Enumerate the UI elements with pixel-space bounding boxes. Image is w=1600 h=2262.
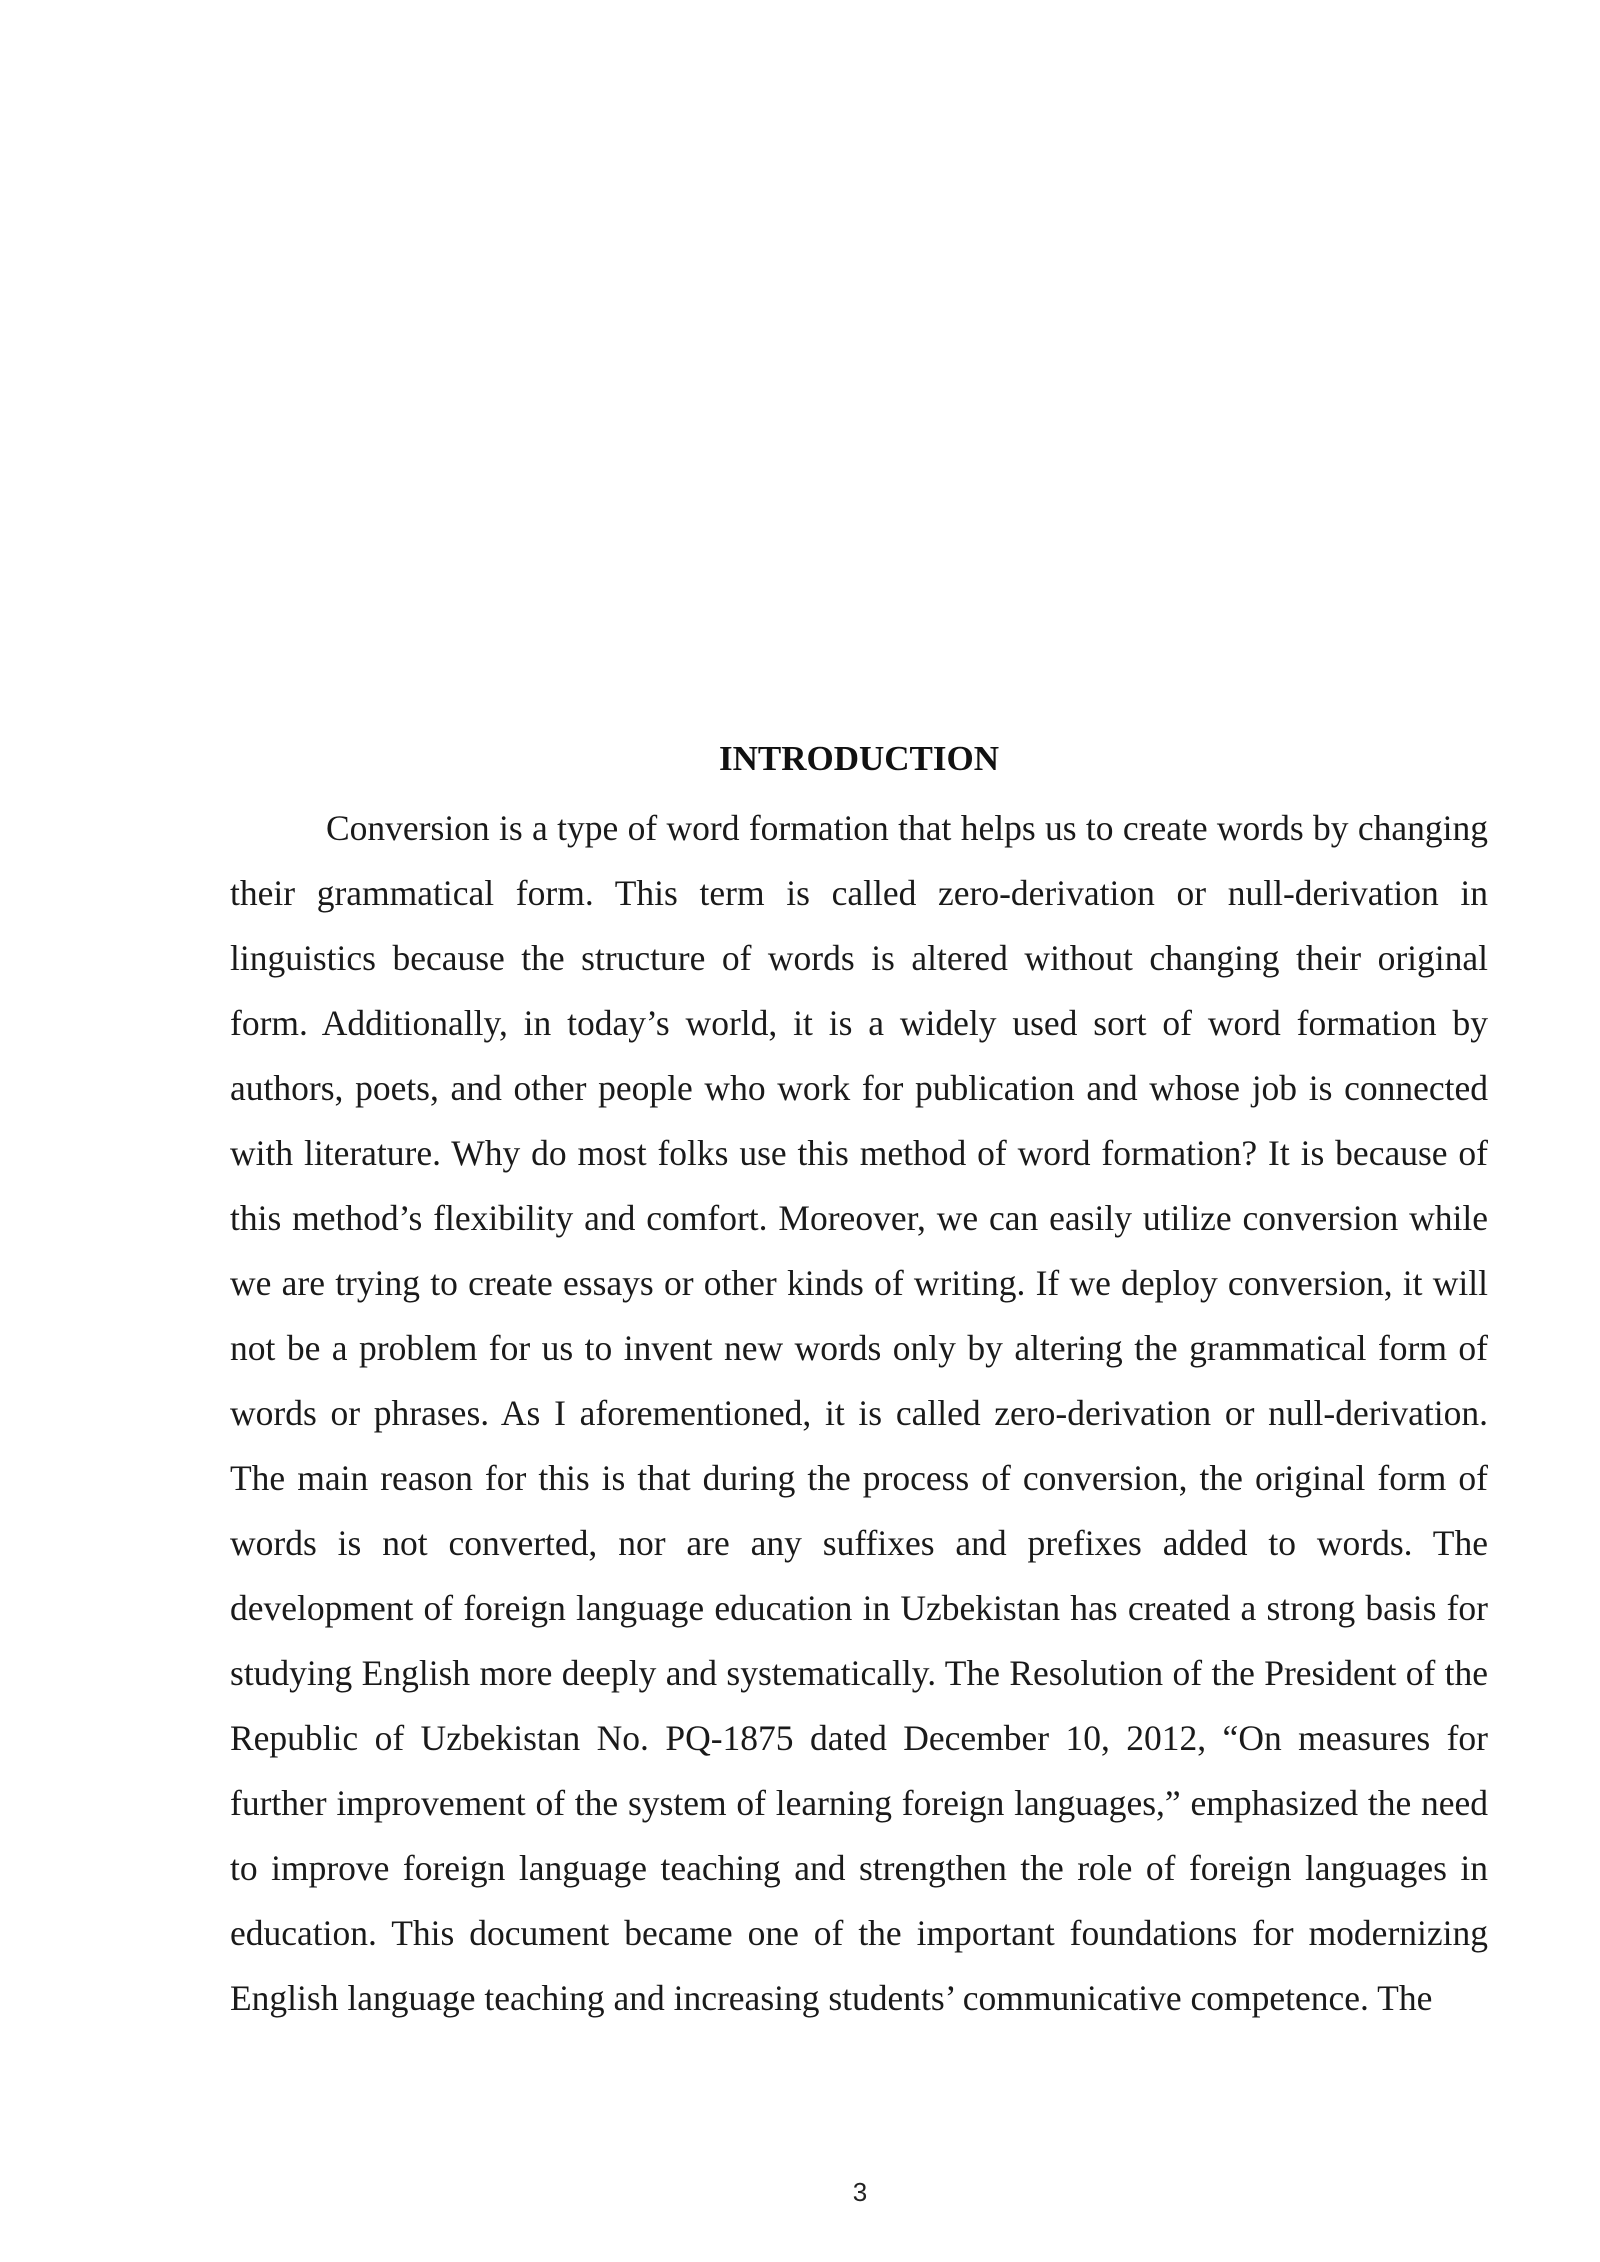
body-paragraph: Conversion is a type of word formation that helps us to create words by changing their grammatical form. This term is called zero-derivation or null-derivation in linguistics because the structure of words is altered without changing their original form. Additionally, in today’s world, it is a widely used sort of word formation by authors, poets, and other people who work for publication and whose job is connected with literature. Why do most folks use this method of word formation? It is because of this method’s flexibility and comfort. Moreover, we can easily utilize conversion while we are trying to create essays or other kinds of writing. If we deploy conversion, it will not be a problem for us to invent new words only by altering the grammatical form of words or phrases. As I aforementioned, it is called zero-derivation or null-derivation. The main reason for this is that during the process of conversion, the original form of words is not converted, nor are any suffixes and prefixes added to words. The development of foreign language education in Uzbekistan has created a strong basis for studying English more deeply and systematically. The Resolution of the President of the Republic of Uzbekistan No. PQ-1875 dated December 10, 2012, “On measures for further improvement of the system of learning foreign languages,” emphasized the need to improve foreign language teaching and strengthen the role of foreign languages in education. This document became one of the important foundations for modernizing English language teaching and increasing students’ communicative competence. The: [230, 808, 1488, 2018]
page-number: 3: [852, 2177, 868, 2207]
section-heading: INTRODUCTION: [718, 739, 1000, 778]
